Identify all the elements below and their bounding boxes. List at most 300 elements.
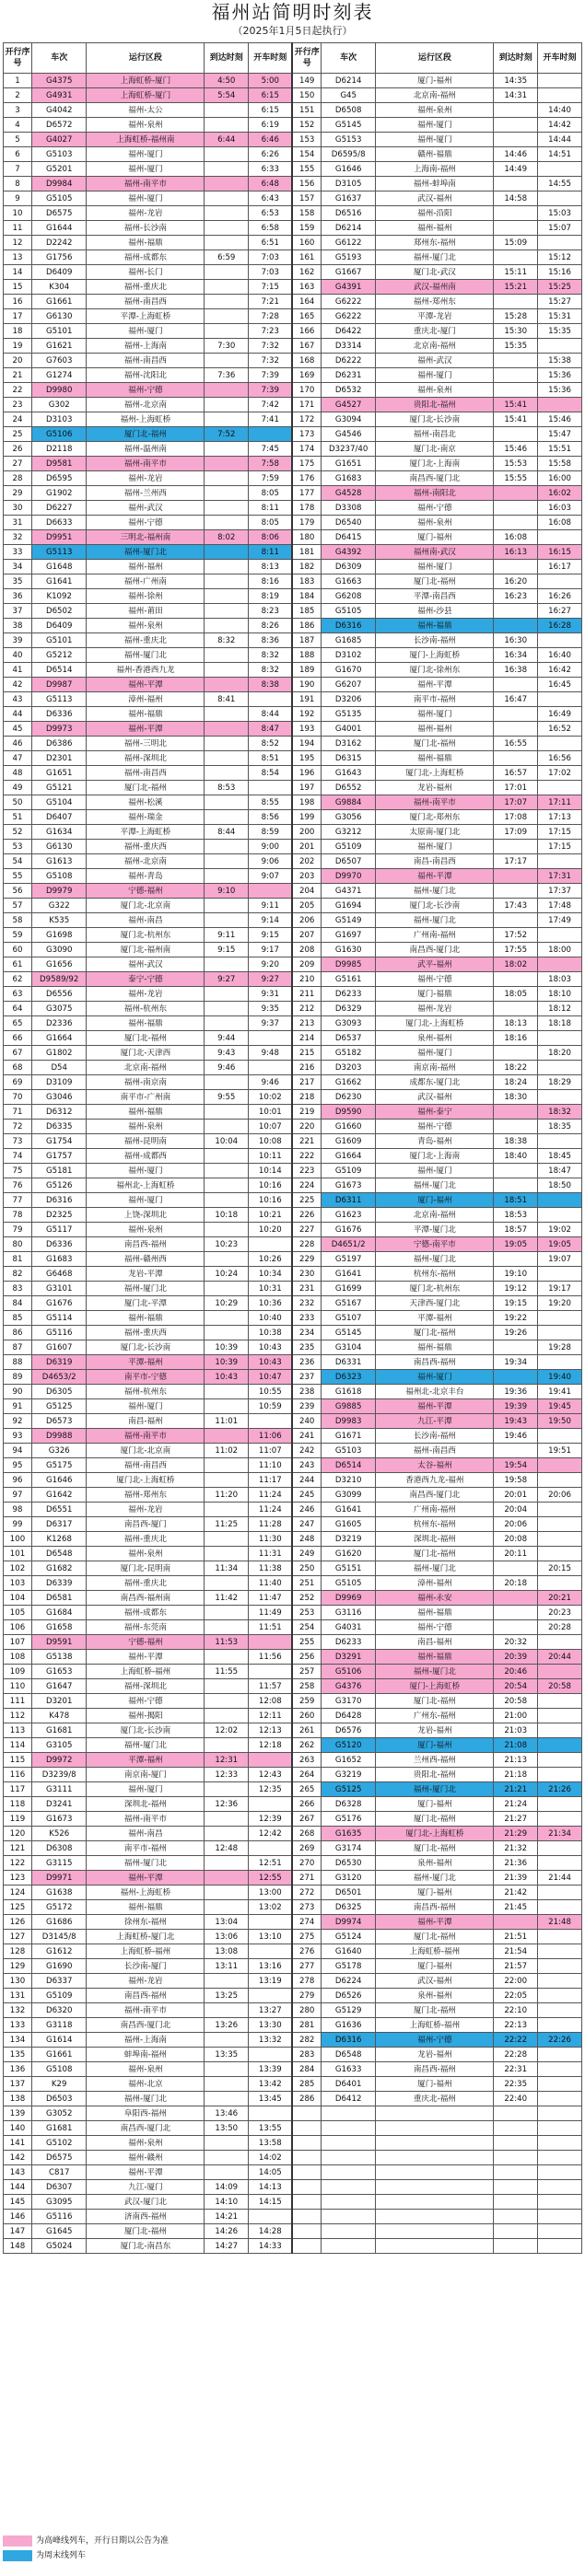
table-row bbox=[4, 1635, 582, 1650]
seq-cell-right: 214 bbox=[292, 1031, 321, 1046]
departure-time-cell-left: 6:46 bbox=[249, 133, 293, 147]
route-cell-left: 福州-重庆北 bbox=[87, 633, 205, 648]
seq-cell-left: 95 bbox=[4, 1458, 32, 1473]
route-cell-right: 厦门北-福州 bbox=[376, 737, 494, 751]
table-row bbox=[4, 1871, 582, 1886]
seq-cell-right: 234 bbox=[292, 1326, 321, 1340]
seq-cell-right: 269 bbox=[292, 1841, 321, 1856]
seq-cell-right bbox=[292, 2195, 321, 2210]
train-number-cell-left: G302 bbox=[32, 398, 87, 412]
seq-cell-left: 125 bbox=[4, 1900, 32, 1915]
route-cell-left: 厦门北-北京南 bbox=[87, 1444, 205, 1458]
route-cell-right bbox=[376, 2239, 494, 2254]
route-cell-left: 福州-平潭 bbox=[87, 1650, 205, 1665]
route-cell-left: 福州-重庆西 bbox=[87, 840, 205, 854]
seq-cell-left: 93 bbox=[4, 1429, 32, 1444]
seq-cell-right: 182 bbox=[292, 560, 321, 574]
seq-cell-left: 52 bbox=[4, 825, 32, 840]
departure-time-cell-left: 8:51 bbox=[249, 751, 293, 766]
seq-cell-right: 188 bbox=[292, 648, 321, 663]
table-row bbox=[4, 412, 582, 427]
table-row bbox=[4, 1399, 582, 1414]
seq-cell-right: 224 bbox=[292, 1178, 321, 1193]
train-number-cell-right: G1671 bbox=[321, 1429, 375, 1444]
arrival-time-cell-left bbox=[205, 471, 249, 486]
arrival-time-cell-right bbox=[494, 707, 538, 722]
departure-time-cell-right: 15:12 bbox=[538, 250, 582, 265]
arrival-time-cell-left: 9:10 bbox=[205, 884, 249, 899]
arrival-time-cell-left: 11:53 bbox=[205, 1635, 249, 1650]
arrival-time-cell-right: 17:17 bbox=[494, 854, 538, 869]
train-number-cell-left: D6548 bbox=[32, 1547, 87, 1561]
seq-cell-right: 232 bbox=[292, 1296, 321, 1311]
seq-cell-right: 200 bbox=[292, 825, 321, 840]
train-number-cell-left: G3111 bbox=[32, 1782, 87, 1797]
table-row bbox=[4, 1517, 582, 1532]
route-cell-right: 厦门北-郑州东 bbox=[376, 810, 494, 825]
route-cell-left: 福州-厦门北 bbox=[87, 545, 205, 560]
departure-time-cell-left bbox=[249, 1753, 293, 1768]
train-number-cell-left: G1647 bbox=[32, 1679, 87, 1694]
route-cell-left: 福州-泉州 bbox=[87, 1120, 205, 1134]
departure-time-cell-left: 10:20 bbox=[249, 1223, 293, 1237]
route-cell-left: 福州-厦门 bbox=[87, 147, 205, 162]
departure-time-cell-right bbox=[538, 2106, 582, 2121]
arrival-time-cell-right: 21:36 bbox=[494, 1856, 538, 1871]
route-cell-right: 福州-沿阳 bbox=[376, 206, 494, 221]
departure-time-cell-left: 8:54 bbox=[249, 766, 293, 781]
train-number-cell-left: D9589/92 bbox=[32, 972, 87, 987]
route-cell-left: 南平市-宁德 bbox=[87, 1370, 205, 1385]
departure-time-cell-right bbox=[538, 398, 582, 412]
train-number-cell-right: G1640 bbox=[321, 1944, 375, 1959]
table-row bbox=[4, 707, 582, 722]
train-number-cell-left: G1802 bbox=[32, 1046, 87, 1061]
seq-cell-right: 216 bbox=[292, 1061, 321, 1075]
table-row bbox=[4, 1193, 582, 1208]
departure-time-cell-left: 12:18 bbox=[249, 1738, 293, 1753]
train-number-cell-right: G5161 bbox=[321, 972, 375, 987]
table-row bbox=[4, 177, 582, 191]
route-cell-left: 上海虹桥-福州南 bbox=[87, 133, 205, 147]
header-seq-left: 开行序号 bbox=[4, 43, 32, 74]
route-cell-left: 厦门北-平潭 bbox=[87, 1296, 205, 1311]
seq-cell-left: 71 bbox=[4, 1105, 32, 1120]
departure-time-cell-right bbox=[538, 1193, 582, 1208]
departure-time-cell-left bbox=[249, 1061, 293, 1075]
route-cell-right: 福州-厦门 bbox=[376, 1370, 494, 1385]
seq-cell-right: 154 bbox=[292, 147, 321, 162]
train-number-cell-left: G3105 bbox=[32, 1738, 87, 1753]
seq-cell-left: 58 bbox=[4, 913, 32, 928]
table-row bbox=[4, 751, 582, 766]
table-row bbox=[4, 2018, 582, 2033]
seq-cell-left: 140 bbox=[4, 2121, 32, 2136]
arrival-time-cell-left bbox=[205, 1429, 249, 1444]
train-number-cell-right: G4371 bbox=[321, 884, 375, 899]
seq-cell-right: 167 bbox=[292, 339, 321, 354]
arrival-time-cell-right: 16:30 bbox=[494, 633, 538, 648]
departure-time-cell-right: 19:28 bbox=[538, 1340, 582, 1355]
arrival-time-cell-left bbox=[205, 751, 249, 766]
train-number-cell-right: D6552 bbox=[321, 781, 375, 795]
departure-time-cell-left: 12:35 bbox=[249, 1782, 293, 1797]
route-cell-left: 福州-太公 bbox=[87, 103, 205, 118]
arrival-time-cell-left bbox=[205, 1399, 249, 1414]
departure-time-cell-left bbox=[249, 1989, 293, 2003]
route-cell-left: 福州-宁德 bbox=[87, 516, 205, 530]
departure-time-cell-right: 16:28 bbox=[538, 619, 582, 633]
train-number-cell-left: G1664 bbox=[32, 1031, 87, 1046]
seq-cell-left: 20 bbox=[4, 354, 32, 368]
arrival-time-cell-right: 22:05 bbox=[494, 1989, 538, 2003]
train-number-cell-left: G1651 bbox=[32, 766, 87, 781]
arrival-time-cell-left: 8:41 bbox=[205, 692, 249, 707]
train-number-cell-right: G1663 bbox=[321, 574, 375, 589]
train-number-cell-left: G5113 bbox=[32, 545, 87, 560]
departure-time-cell-left: 8:05 bbox=[249, 516, 293, 530]
table-row bbox=[4, 943, 582, 957]
departure-time-cell-left: 10:14 bbox=[249, 1164, 293, 1178]
seq-cell-left: 30 bbox=[4, 501, 32, 516]
departure-time-cell-left: 11:57 bbox=[249, 1679, 293, 1694]
arrival-time-cell-right: 14:58 bbox=[494, 191, 538, 206]
train-number-cell-right: G3219 bbox=[321, 1768, 375, 1782]
train-number-cell-right: D6309 bbox=[321, 560, 375, 574]
seq-cell-left: 4 bbox=[4, 118, 32, 133]
seq-cell-left: 25 bbox=[4, 427, 32, 442]
train-number-cell-left: G1648 bbox=[32, 560, 87, 574]
arrival-time-cell-left bbox=[205, 1473, 249, 1488]
table-row bbox=[4, 2077, 582, 2092]
route-cell-right: 福州-龙岩 bbox=[376, 1002, 494, 1016]
seq-cell-left: 89 bbox=[4, 1370, 32, 1385]
arrival-time-cell-left bbox=[205, 648, 249, 663]
seq-cell-left: 39 bbox=[4, 633, 32, 648]
train-number-cell-right: D3206 bbox=[321, 692, 375, 707]
route-cell-right: 厦门-上海虹桥 bbox=[376, 648, 494, 663]
seq-cell-left: 55 bbox=[4, 869, 32, 884]
seq-cell-left: 57 bbox=[4, 899, 32, 913]
seq-cell-right: 196 bbox=[292, 766, 321, 781]
route-cell-left: 福州-深圳北 bbox=[87, 751, 205, 766]
seq-cell-right: 197 bbox=[292, 781, 321, 795]
arrival-time-cell-left: 10:18 bbox=[205, 1208, 249, 1223]
seq-cell-left: 6 bbox=[4, 147, 32, 162]
train-number-cell-right: D6401 bbox=[321, 2077, 375, 2092]
seq-cell-left: 7 bbox=[4, 162, 32, 177]
route-cell-left: 福州-南昌 bbox=[87, 1827, 205, 1841]
departure-time-cell-left: 8:16 bbox=[249, 574, 293, 589]
route-cell-left: 福州-瑞金 bbox=[87, 810, 205, 825]
departure-time-cell-right: 17:02 bbox=[538, 766, 582, 781]
legend-peak-swatch bbox=[3, 2535, 32, 2547]
departure-time-cell-right bbox=[538, 1841, 582, 1856]
arrival-time-cell-right: 21:39 bbox=[494, 1871, 538, 1886]
departure-time-cell-right bbox=[538, 2239, 582, 2254]
train-number-cell-right: D6331 bbox=[321, 1355, 375, 1370]
seq-cell-left: 61 bbox=[4, 957, 32, 972]
route-cell-right: 郑州东-福州 bbox=[376, 236, 494, 250]
arrival-time-cell-right: 22:31 bbox=[494, 2062, 538, 2077]
seq-cell-right: 168 bbox=[292, 354, 321, 368]
route-cell-left: 福州-南平市 bbox=[87, 1812, 205, 1827]
departure-time-cell-right: 19:20 bbox=[538, 1296, 582, 1311]
train-number-cell-right: D6412 bbox=[321, 2092, 375, 2106]
seq-cell-left: 42 bbox=[4, 678, 32, 692]
train-number-cell-left: G5138 bbox=[32, 1650, 87, 1665]
train-number-cell-left: G5113 bbox=[32, 692, 87, 707]
departure-time-cell-right: 15:51 bbox=[538, 442, 582, 457]
route-cell-left: 福州-福鼎 bbox=[87, 1105, 205, 1120]
seq-cell-left: 139 bbox=[4, 2106, 32, 2121]
arrival-time-cell-right: 20:04 bbox=[494, 1503, 538, 1517]
seq-cell-left: 94 bbox=[4, 1444, 32, 1458]
route-cell-left: 福州-青岛 bbox=[87, 869, 205, 884]
train-number-cell-right: G3120 bbox=[321, 1871, 375, 1886]
table-row bbox=[4, 2239, 582, 2254]
seq-cell-right: 222 bbox=[292, 1149, 321, 1164]
departure-time-cell-right: 22:26 bbox=[538, 2033, 582, 2048]
train-number-cell-left: G1756 bbox=[32, 250, 87, 265]
departure-time-cell-right: 18:10 bbox=[538, 987, 582, 1002]
departure-time-cell-left: 12:51 bbox=[249, 1856, 293, 1871]
route-cell-left: 厦门北-长沙南 bbox=[87, 1723, 205, 1738]
timetable-body bbox=[4, 74, 582, 2254]
departure-time-cell-left: 6:26 bbox=[249, 147, 293, 162]
route-cell-right: 上海虹桥-福州 bbox=[376, 2018, 494, 2033]
route-cell-right: 福州南-武汉 bbox=[376, 545, 494, 560]
arrival-time-cell-right: 15:41 bbox=[494, 412, 538, 427]
train-number-cell-left: D6409 bbox=[32, 265, 87, 280]
table-row bbox=[4, 1326, 582, 1340]
route-cell-right: 福州-平潭 bbox=[376, 1915, 494, 1930]
table-row bbox=[4, 1797, 582, 1812]
table-row bbox=[4, 309, 582, 324]
arrival-time-cell-left bbox=[205, 147, 249, 162]
seq-cell-right: 250 bbox=[292, 1561, 321, 1576]
train-number-cell-right: D3237/40 bbox=[321, 442, 375, 457]
train-number-cell-right: G1633 bbox=[321, 2062, 375, 2077]
seq-cell-left: 70 bbox=[4, 1090, 32, 1105]
table-row bbox=[4, 1665, 582, 1679]
arrival-time-cell-left: 14:26 bbox=[205, 2224, 249, 2239]
departure-time-cell-left: 6:48 bbox=[249, 177, 293, 191]
departure-time-cell-left: 6:43 bbox=[249, 191, 293, 206]
train-number-cell-left: G3095 bbox=[32, 2195, 87, 2210]
route-cell-right: 福州-福鼎 bbox=[376, 619, 494, 633]
table-row bbox=[4, 2106, 582, 2121]
departure-time-cell-left: 9:37 bbox=[249, 1016, 293, 1031]
route-cell-right: 厦门北-上海虹桥 bbox=[376, 1016, 494, 1031]
seq-cell-right: 209 bbox=[292, 957, 321, 972]
table-row bbox=[4, 1223, 582, 1237]
train-number-cell-left: D6556 bbox=[32, 987, 87, 1002]
train-number-cell-right: G1635 bbox=[321, 1827, 375, 1841]
departure-time-cell-left: 11:17 bbox=[249, 1473, 293, 1488]
departure-time-cell-right: 21:48 bbox=[538, 1915, 582, 1930]
seq-cell-right: 207 bbox=[292, 928, 321, 943]
arrival-time-cell-left: 11:25 bbox=[205, 1517, 249, 1532]
table-row bbox=[4, 1296, 582, 1311]
route-cell-left: 南昌西-厦门北 bbox=[87, 2018, 205, 2033]
header-train-right: 车次 bbox=[321, 43, 375, 74]
train-number-cell-left: G6130 bbox=[32, 309, 87, 324]
train-number-cell-right: G3212 bbox=[321, 825, 375, 840]
route-cell-left: 漳州-福州 bbox=[87, 692, 205, 707]
route-cell-left: 福州-厦门 bbox=[87, 1164, 205, 1178]
seq-cell-right: 192 bbox=[292, 707, 321, 722]
train-number-cell-left: D6227 bbox=[32, 501, 87, 516]
train-number-cell-right: D3105 bbox=[321, 177, 375, 191]
route-cell-right: 贵阳北-福州 bbox=[376, 398, 494, 412]
route-cell-right: 泉州-福州 bbox=[376, 1989, 494, 2003]
departure-time-cell-right: 18:50 bbox=[538, 1178, 582, 1193]
departure-time-cell-left: 13:19 bbox=[249, 1974, 293, 1989]
departure-time-cell-right bbox=[538, 1547, 582, 1561]
departure-time-cell-right: 18:45 bbox=[538, 1149, 582, 1164]
arrival-time-cell-right bbox=[494, 840, 538, 854]
departure-time-cell-right: 14:55 bbox=[538, 177, 582, 191]
route-cell-left: 福州-平潭 bbox=[87, 1871, 205, 1886]
table-row bbox=[4, 1886, 582, 1900]
train-number-cell-right: D6508 bbox=[321, 103, 375, 118]
seq-cell-right: 240 bbox=[292, 1414, 321, 1429]
route-cell-left: 厦门北-南昌东 bbox=[87, 2239, 205, 2254]
route-cell-left: 福州-兰州西 bbox=[87, 486, 205, 501]
route-cell-left: 南昌西-福州南 bbox=[87, 1591, 205, 1606]
train-number-cell-left: G5116 bbox=[32, 1326, 87, 1340]
seq-cell-right: 276 bbox=[292, 1944, 321, 1959]
route-cell-left: 福州-香港西九龙 bbox=[87, 663, 205, 678]
seq-cell-left: 108 bbox=[4, 1650, 32, 1665]
seq-cell-right: 241 bbox=[292, 1429, 321, 1444]
seq-cell-right: 256 bbox=[292, 1650, 321, 1665]
departure-time-cell-left: 7:59 bbox=[249, 471, 293, 486]
arrival-time-cell-right: 18:51 bbox=[494, 1193, 538, 1208]
seq-cell-right: 251 bbox=[292, 1576, 321, 1591]
train-number-cell-left: G3052 bbox=[32, 2106, 87, 2121]
route-cell-left: 福州-昆明南 bbox=[87, 1134, 205, 1149]
train-number-cell-right: G5129 bbox=[321, 2003, 375, 2018]
route-cell-left: 福州-泉州 bbox=[87, 1223, 205, 1237]
departure-time-cell-right bbox=[538, 1665, 582, 1679]
departure-time-cell-left: 10:21 bbox=[249, 1208, 293, 1223]
arrival-time-cell-right: 16:38 bbox=[494, 663, 538, 678]
route-cell-right: 平潭-南昌西 bbox=[376, 589, 494, 604]
seq-cell-right: 208 bbox=[292, 943, 321, 957]
train-number-cell-left: G3118 bbox=[32, 2018, 87, 2033]
table-row bbox=[4, 619, 582, 633]
arrival-time-cell-right: 15:55 bbox=[494, 471, 538, 486]
arrival-time-cell-right bbox=[494, 619, 538, 633]
seq-cell-right: 199 bbox=[292, 810, 321, 825]
departure-time-cell-left: 8:44 bbox=[249, 707, 293, 722]
route-cell-left: 济南西-福州 bbox=[87, 2210, 205, 2224]
train-number-cell-right: G1641 bbox=[321, 1267, 375, 1282]
seq-cell-left: 134 bbox=[4, 2033, 32, 2048]
departure-time-cell-right: 15:46 bbox=[538, 412, 582, 427]
table-row bbox=[4, 2224, 582, 2239]
table-row bbox=[4, 1149, 582, 1164]
departure-time-cell-right bbox=[538, 2048, 582, 2062]
seq-cell-left: 75 bbox=[4, 1164, 32, 1178]
departure-time-cell-right: 15:58 bbox=[538, 457, 582, 471]
seq-cell-right: 274 bbox=[292, 1915, 321, 1930]
train-number-cell-right: D6214 bbox=[321, 221, 375, 236]
seq-cell-right: 171 bbox=[292, 398, 321, 412]
route-cell-right: 福州-厦门北 bbox=[376, 250, 494, 265]
train-number-cell-left: G1645 bbox=[32, 2224, 87, 2239]
departure-time-cell-left: 8:55 bbox=[249, 795, 293, 810]
departure-time-cell-right: 20:15 bbox=[538, 1561, 582, 1576]
seq-cell-right: 178 bbox=[292, 501, 321, 516]
arrival-time-cell-right: 14:35 bbox=[494, 74, 538, 88]
seq-cell-right: 227 bbox=[292, 1223, 321, 1237]
arrival-time-cell-right: 19:58 bbox=[494, 1473, 538, 1488]
departure-time-cell-left bbox=[249, 427, 293, 442]
route-cell-right bbox=[376, 2165, 494, 2180]
departure-time-cell-right: 18:35 bbox=[538, 1120, 582, 1134]
arrival-time-cell-left: 12:33 bbox=[205, 1768, 249, 1782]
train-number-cell-left: G1621 bbox=[32, 339, 87, 354]
route-cell-right: 福州-厦门北 bbox=[376, 1782, 494, 1797]
table-row bbox=[4, 1134, 582, 1149]
seq-cell-left: 81 bbox=[4, 1252, 32, 1267]
seq-cell-right: 228 bbox=[292, 1237, 321, 1252]
route-cell-right: 北京南-福州 bbox=[376, 339, 494, 354]
train-number-cell-right: D3219 bbox=[321, 1532, 375, 1547]
departure-time-cell-right bbox=[538, 854, 582, 869]
train-number-cell-right: G4376 bbox=[321, 1679, 375, 1694]
route-cell-right: 福州-福州 bbox=[376, 722, 494, 737]
arrival-time-cell-right: 15:46 bbox=[494, 442, 538, 457]
route-cell-right: 厦门-福州 bbox=[376, 1738, 494, 1753]
route-cell-right: 福州-南昌西 bbox=[376, 1444, 494, 1458]
arrival-time-cell-left bbox=[205, 1576, 249, 1591]
train-number-cell-right: G4391 bbox=[321, 280, 375, 295]
seq-cell-right: 231 bbox=[292, 1282, 321, 1296]
arrival-time-cell-left: 12:48 bbox=[205, 1841, 249, 1856]
train-number-cell-right: G6222 bbox=[321, 295, 375, 309]
train-number-cell-left: D6575 bbox=[32, 2151, 87, 2165]
route-cell-left: 福州-北京南 bbox=[87, 854, 205, 869]
route-cell-left: 南昌西-福州 bbox=[87, 1237, 205, 1252]
arrival-time-cell-right: 22:00 bbox=[494, 1974, 538, 1989]
arrival-time-cell-right: 21:32 bbox=[494, 1841, 538, 1856]
table-row bbox=[4, 221, 582, 236]
arrival-time-cell-left bbox=[205, 1252, 249, 1267]
train-number-cell-left: D6502 bbox=[32, 604, 87, 619]
arrival-time-cell-left bbox=[205, 1149, 249, 1164]
arrival-time-cell-right bbox=[494, 177, 538, 191]
table-row bbox=[4, 1709, 582, 1723]
train-number-cell-right: G1605 bbox=[321, 1517, 375, 1532]
arrival-time-cell-left: 10:23 bbox=[205, 1237, 249, 1252]
train-number-cell-right: D6507 bbox=[321, 854, 375, 869]
route-cell-left: 福州-福鼎 bbox=[87, 236, 205, 250]
train-number-cell-left: D54 bbox=[32, 1061, 87, 1075]
arrival-time-cell-right bbox=[494, 1915, 538, 1930]
departure-time-cell-left: 13:55 bbox=[249, 2121, 293, 2136]
train-number-cell-right: D6224 bbox=[321, 1974, 375, 1989]
table-row bbox=[4, 766, 582, 781]
arrival-time-cell-right: 21:18 bbox=[494, 1768, 538, 1782]
route-cell-right: 泉州-福州 bbox=[376, 1031, 494, 1046]
route-cell-left: 福州-杭州东 bbox=[87, 1002, 205, 1016]
train-number-cell-left: D2336 bbox=[32, 1016, 87, 1031]
train-number-cell-right: G1673 bbox=[321, 1178, 375, 1193]
